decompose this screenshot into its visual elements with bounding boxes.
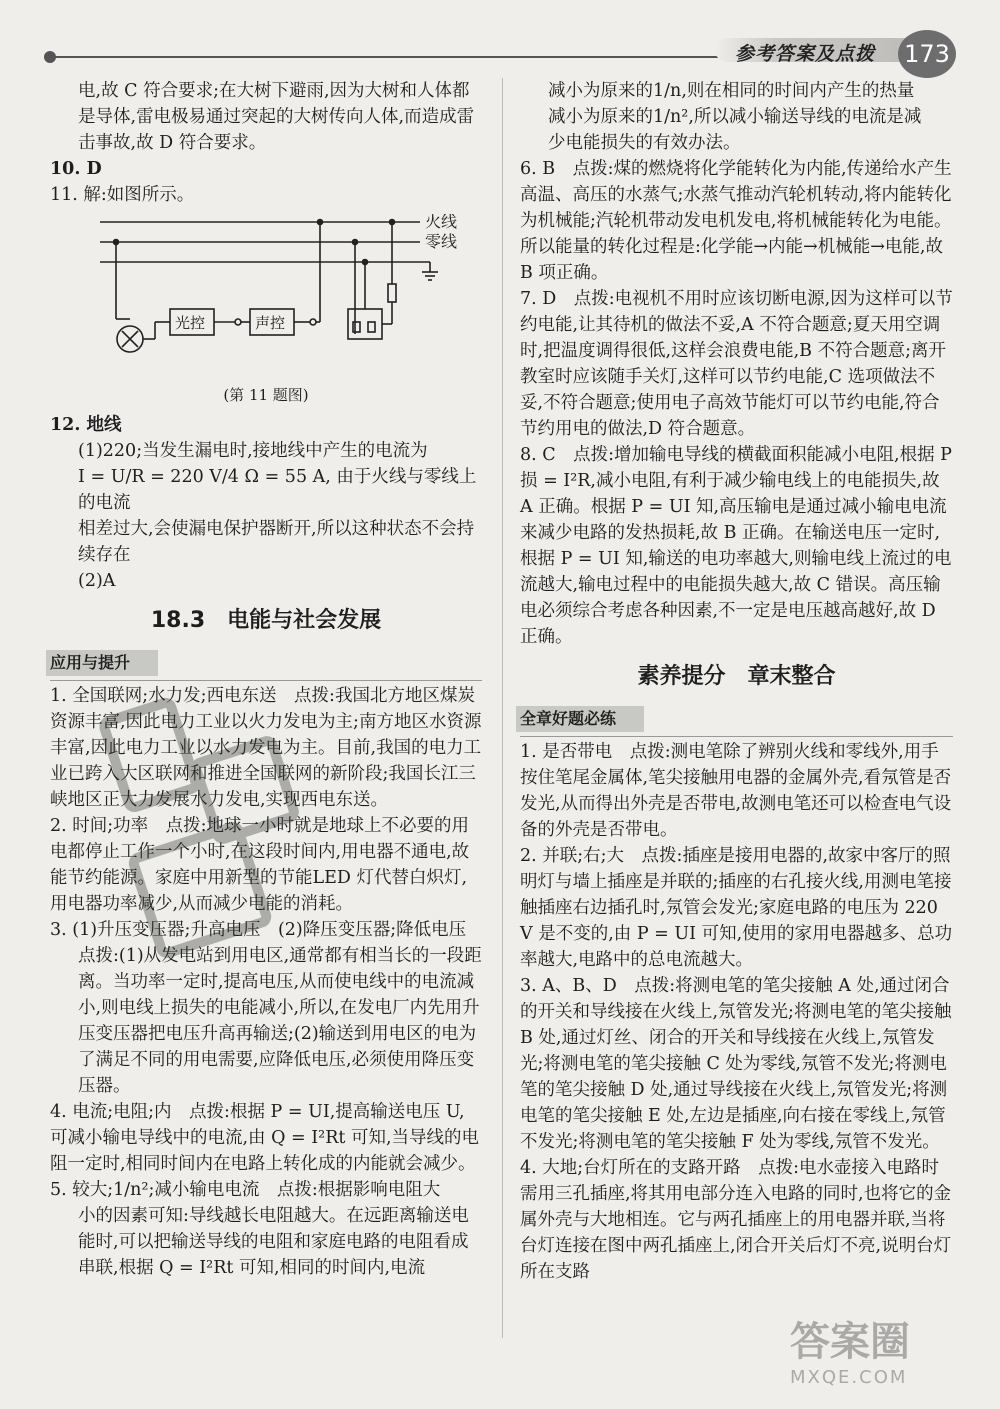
answer-5: 5. 较大; (50, 1180, 114, 1200)
answer-6: 6. B 点拨:煤的燃烧将化学能转化为内能,传递给水产生高温、高压的水蒸气;水蒸气推动汽轮机转动,将内能转化为机械能;汽轮机带动发电机发电,将机械能转化为电能。所以能量的转化过程是:化学能→内能→机械能→电能,故 B 项正确。 (520, 159, 952, 283)
answer-12: 12. 地线 (50, 415, 122, 435)
live-wire-label: 火线 (425, 214, 458, 231)
answer-5-body: 小的因素可知:导线越长电阻越大。在远距离输送电能时,可以把输送导线的电阻和家庭电路的电阻看成串联,根据 Q = I²Rt 可知,相同的时间内,电流 (78, 1206, 469, 1278)
circuit-diagram (90, 214, 480, 374)
subsection-title: 应用与提升 (46, 650, 158, 676)
fraction: 1/n (653, 81, 682, 101)
left-column (50, 78, 482, 1281)
answer-5-tail: ;减小输电电流 点拨:根据影响电阻大 (148, 1180, 441, 1200)
text: ,则在相同的时间内产生的热量 (681, 81, 915, 101)
answer-10: 10. D (50, 159, 102, 179)
answer-1: 1. 是否带电 点拨:测电笔除了辨别火线和零线外,用手按住笔尾金属体,笔尖接触用电器的金属外壳,看氖管是否发光,从而得出外壳是否带电,故测电笔还可以检查电气设备的外壳是否带电。 (520, 742, 952, 840)
answer-4: 4. 大地;台灯所在的支路开路 点拨:电水壶接入电路时需用三孔插座,将其用电部分连入电路的同时,也将它的金属外壳与大地相连。它与两孔插座上的用电器并联,当将台灯连接在图中两孔插座上,闭合开关后灯不亮,说明台灯所在支路 (520, 1158, 952, 1282)
answer-12-part2: (2)A (78, 571, 116, 591)
answer-3: 3. A、B、D 点拨:将测电笔的笔尖接触 A 处,通过闭合的开关和导线接在火线上,氖管发光;将测电笔的笔尖接触 B 处,通过灯丝、闭合的开关和导线接在火线上,氖管发光;将测电笔的笔尖接触 C 处为零线,氖管不发光;将测电笔的笔尖接触 D 处,通过导线接在火线上,氖管发光;将测电笔的笔尖接触 E 处,左边是插座,向右接在零线上,氖管不发光;将测电笔的笔尖接触 F 处为零线,氖管不发光。 (520, 976, 952, 1152)
answer-12-part1: (1)220;当发生漏电时,接地线中产生的电流为 (78, 441, 428, 461)
section-title: 18.3 电能与社会发展 (150, 608, 382, 633)
page-number: 173 (898, 30, 956, 78)
sound-control-label: 声控 (255, 314, 286, 332)
right-column (520, 78, 953, 1285)
answer-5-frac: 1/n² (113, 1180, 149, 1200)
section-title: 素养提分 章末整合 (637, 664, 836, 689)
subsection-title: 全章好题必练 (516, 706, 644, 732)
fraction: 1/n² (653, 107, 689, 127)
light-control-label: 光控 (175, 314, 206, 332)
answer-2: 2. 并联;右;大 点拨:插座是接用电器的,故家中客厅的照明灯与墙上插座是并联的;插座的右孔接火线,用测电笔接触插座右边插孔时,氖管会发光;家庭电路的电压为 220 V 是不变的,由 P = UI 可知,使用的家用电器越多、总功率越大,电路中的总电流越大。 (520, 846, 953, 970)
watermark-site: MXQE.COM (790, 1367, 908, 1388)
formula-tail: , 由于火线与零线上的电流 (78, 467, 477, 513)
answer-3: 3. (1)升压变压器;升高电压 (2)降压变压器;降低电压 (50, 920, 467, 940)
formula: I = U/R = 220 V/4 Ω = 55 A (78, 467, 326, 487)
page-header (0, 0, 1000, 80)
answer-7: 7. D 点拨:电视机不用时应该切断电源,因为这样可以节约电能,让其待机的做法不妥,A 不符合题意;夏天用空调时,把温度调得很低,这样会浪费电能,B 不符合题意;离开教室时应该随手关灯,这样可以节约电能,C 选项做法不妥,不符合题意;使用电子高效节能灯可以节约电能,符合节约用电的做法,D 符合题意。 (520, 289, 953, 439)
text: ,所以减小输送导线的电流是减 (688, 107, 922, 127)
text: 少电能损失的有效办法。 (548, 133, 741, 153)
header-dot (44, 51, 56, 63)
answer-text: 电,故 C 符合要求;在大树下避雨,因为大树和人体都是导体,雷电极易通过突起的大树传向人体,而造成雷击事故,故 D 符合要求。 (78, 81, 475, 153)
answer-8: 8. C 点拨:增加输电导线的横截面积能减小电阻,根据 P损 = I²R,减小电阻,有利于减少输电线上的电能损失,故 A 正确。根据 P = UI 知,高压输电是通过减小输电电流来减少电路的发热损耗,故 B 正确。在输送电压一定时,根据 P = UI 知,输送的电功率越大,则输电线上流过的电流越大,输电过程中的电能损失越大,故 C 错误。高压输电必须综合考虑各种因素,不一定是电压越高越好,故 D 正确。 (520, 445, 952, 647)
header-title: 参考答案及点拨 (735, 43, 876, 65)
answer-12-part1-cont: 相差过大,会使漏电保护器断开,所以这种状态不会持续存在 (78, 519, 475, 565)
answer-1: 1. 全国联网;水力发;西电东送 点拨:我国北方地区煤炭资源丰富,因此电力工业以火力发电为主;南方地区水资源丰富,因此电力工业以水力发电为主。目前,我国的电力工业已跨入大区联网和推进全国联网的新阶段;我国长江三峡地区正大力发展水力发电,实现西电东送。 (50, 686, 482, 810)
answer-2: 2. 时间;功率 点拨:地球一小时就是地球上不必要的用电都停止工作一个小时,在这段时间内,用电器不通电,故能节约能源。家庭中用新型的节能LED 灯代替白炽灯,用电器功率减少,从而减少电能的消耗。 (50, 816, 470, 914)
watermark-logo (790, 1310, 990, 1400)
figure-caption: (第 11 题图) (223, 386, 309, 404)
text: 减小为原来的 (548, 81, 653, 101)
answer-11: 11. 解:如图所示。 (50, 185, 195, 205)
text: 减小为原来的 (548, 107, 653, 127)
answer-3-note: 点拨:(1)从发电站到用电区,通常都有相当长的一段距离。当功率一定时,提高电压,从而使电线中的电流减小,则电线上损失的电能减小,所以,在发电厂内先用升压变压器把电压升高再输送;(2)输送到用电区的电为了满足不同的用电需要,应降低电压,必须使用降压变压器。 (78, 946, 482, 1096)
neutral-wire-label: 零线 (425, 232, 458, 251)
watermark-text: 答案圈 (790, 1319, 910, 1365)
answer-4: 4. 电流;电阻;内 点拨:根据 P = UI,提高输送电压 U,可减小输电导线中的电流,由 Q = I²Rt 可知,当导线的电阻一定时,相同时间内在电路上转化成的内能就会减少。 (50, 1102, 480, 1174)
